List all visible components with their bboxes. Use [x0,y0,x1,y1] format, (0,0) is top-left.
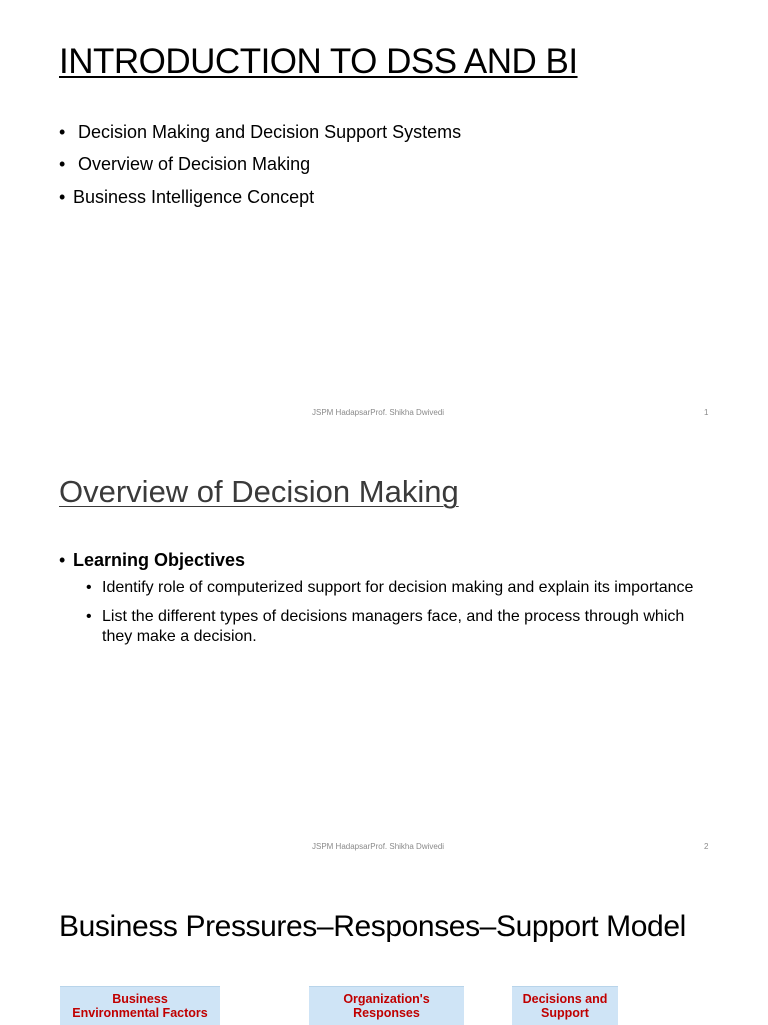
bullet-icon: • [86,607,92,625]
section-heading: • Learning Objectives [59,550,246,570]
diagram-box-environment: Business Environmental Factors [60,986,220,1025]
bullet-icon: • [86,579,92,596]
list-item: • Business Intelligence Concept [59,186,315,207]
bullet-icon: • [59,186,66,207]
slide-title: INTRODUCTION TO DSS AND BI [59,42,578,81]
objective-list [86,578,706,656]
list-item: • Decision Making and Decision Support Systems [59,121,462,142]
bullet-list [59,116,461,214]
slide-1 [0,0,768,432]
diagram-box-support: Decisions and Support [512,986,618,1025]
slide-footer: JSPM HadapsarProf. Shikha Dwivedi [312,842,445,851]
slide-title: Overview of Decision Making [59,474,459,509]
slide-footer: JSPM HadapsarProf. Shikha Dwivedi [312,408,445,417]
list-item: • Overview of Decision Making [59,154,311,175]
page-number: 1 [704,408,709,417]
list-item: • Identify role of computerized support for decision making and explain its importance [86,578,706,599]
slide-title: Business Pressures–Responses–Support Model [59,910,686,943]
bullet-icon: • [59,154,66,175]
bullet-icon: • [59,121,66,142]
page-number: 2 [704,842,709,851]
list-item: • List the different types of decisions managers face, and the process through which they make a decision. [86,607,706,648]
diagram-box-responses: Organization's Responses [309,986,464,1025]
bullet-icon: • [59,550,66,570]
